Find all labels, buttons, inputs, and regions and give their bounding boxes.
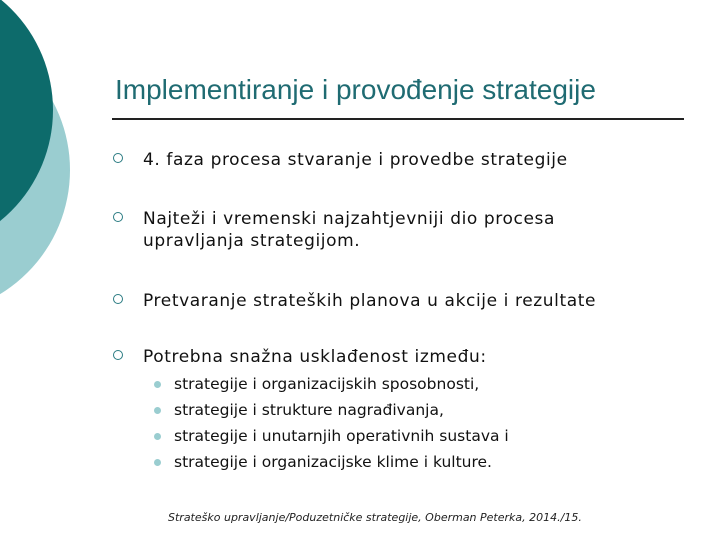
hollow-circle-bullet-icon [113,350,123,360]
filled-dot-bullet-icon [154,459,161,466]
sub-bullet-text: strategije i unutarnjih operativnih sustava i [174,427,509,445]
decorative-circles [0,0,120,300]
sub-bullet-text: strategije i organizacijskih sposobnosti, [174,375,480,393]
hollow-circle-bullet-icon [113,153,123,163]
bullet-text: Potrebna snažna usklađenost između: [143,347,487,367]
bullet-text: Pretvaranje strateških planova u akcije i rezultate [143,291,597,311]
sub-bullet-text: strategije i strukture nagrađivanja, [174,401,444,419]
bullet-text: 4. faza procesa stvaranje i provedbe strategije [143,150,568,170]
hollow-circle-bullet-icon [113,294,123,304]
slide-title: Implementiranje i provođenje strategije [115,74,596,105]
filled-dot-bullet-icon [154,433,161,440]
slide-footer-citation: Strateško upravljanje/Poduzetničke strategije, Oberman Peterka, 2014./15. [168,511,582,524]
filled-dot-bullet-icon [154,381,161,388]
title-divider [112,118,684,120]
decorative-circles-graphic [0,0,120,300]
bullet-text: Najteži i vremenski najzahtjevniji dio procesa upravljanja strategijom. [143,209,556,251]
hollow-circle-bullet-icon [113,212,123,222]
sub-bullet-text: strategije i organizacijske klime i kulture. [174,453,492,471]
filled-dot-bullet-icon [154,407,161,414]
